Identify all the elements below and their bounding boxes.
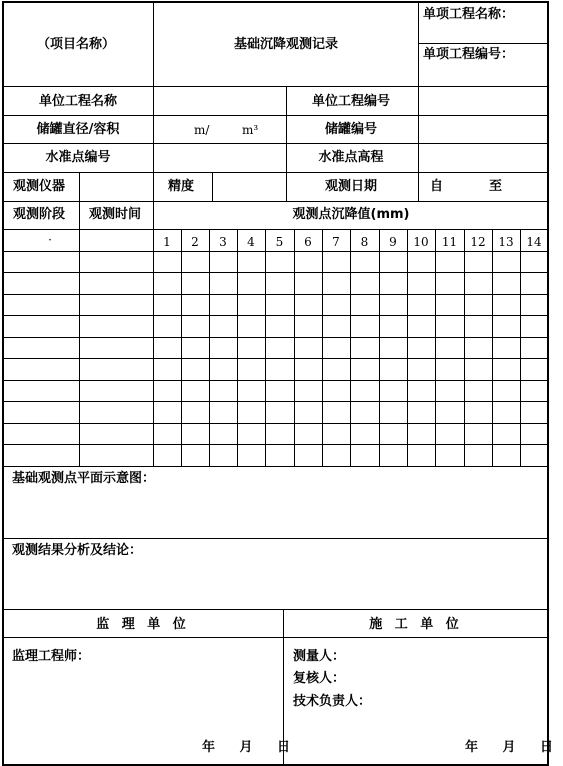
tank-diameter-volume-label: 储罐直径/容积	[36, 122, 120, 137]
rule-h	[2, 609, 548, 610]
rule-v	[79, 229, 80, 466]
observation-date-label: 观测日期	[324, 179, 378, 194]
rule-v	[418, 86, 419, 172]
point-number-11: 11	[441, 235, 458, 249]
point-number-5: 5	[275, 235, 284, 249]
supervision-engineer-label: 监理工程师：	[12, 649, 91, 664]
unit-project-name-label: 单位工程名称	[38, 94, 118, 109]
sub-project-name-label: 单项工程名称：	[423, 7, 515, 22]
tech-lead-label: 技术负责人：	[293, 694, 372, 709]
rule-h	[2, 251, 548, 252]
project-name: （项目名称）	[36, 37, 116, 52]
rule-h	[2, 115, 548, 116]
precision-label: 精度	[167, 179, 195, 194]
date-left: 年 月 日	[202, 740, 301, 755]
construction-unit-header: 施 工 单 位	[369, 617, 463, 632]
analysis-conclusion-label: 观测结果分析及结论：	[12, 543, 143, 558]
rule-v	[294, 229, 295, 466]
date-to-label: 至	[489, 179, 503, 194]
rule-v	[153, 1, 154, 86]
tank-no-label: 储罐编号	[324, 122, 378, 137]
rule-v	[79, 201, 80, 229]
point-number-1: 1	[163, 235, 171, 249]
rule-h	[2, 315, 548, 316]
first-row-mark: ·	[48, 233, 52, 247]
rule-v	[322, 229, 323, 466]
rule-h	[2, 86, 548, 87]
point-number-14: 14	[526, 235, 542, 249]
rule-v	[379, 229, 380, 466]
form-title: 基础沉降观测记录	[233, 37, 339, 52]
point-number-3: 3	[219, 235, 227, 249]
supervision-unit-header: 监 理 单 位	[96, 617, 190, 632]
observation-time-header: 观测时间	[88, 207, 142, 222]
rule-h	[2, 401, 548, 402]
point-number-2: 2	[191, 235, 199, 249]
rule-v	[209, 229, 210, 466]
rule-v	[265, 229, 266, 466]
point-number-12: 12	[470, 235, 486, 249]
rule-v	[350, 229, 351, 466]
rule-h	[2, 637, 548, 638]
rule-v	[237, 229, 238, 466]
rule-h	[2, 172, 548, 173]
sub-project-no-label: 单项工程编号：	[423, 47, 515, 62]
rule-h	[2, 444, 548, 445]
unit-project-no-label: 单位工程编号	[311, 94, 391, 109]
rule-h	[2, 538, 548, 539]
instrument-label: 观测仪器	[12, 179, 66, 194]
rule-v	[464, 229, 465, 466]
surveyor-label: 测量人：	[293, 649, 346, 664]
date-right: 年 月 日	[465, 740, 563, 755]
point-number-10: 10	[413, 235, 429, 249]
rule-h	[2, 358, 548, 359]
rule-h	[2, 337, 548, 338]
settlement-value-header: 观测点沉降值(mm)	[292, 207, 410, 222]
rule-h	[2, 294, 548, 295]
checker-label: 复核人：	[293, 671, 346, 686]
rule-v	[492, 229, 493, 466]
rule-v	[153, 229, 154, 466]
point-number-7: 7	[332, 235, 340, 249]
rule-v	[286, 172, 287, 201]
rule-v	[286, 86, 287, 172]
benchmark-elevation-label: 水准点高程	[318, 150, 384, 165]
rule-v	[407, 229, 408, 466]
rule-h	[2, 423, 548, 424]
benchmark-no-label: 水准点编号	[45, 150, 111, 165]
point-number-8: 8	[360, 235, 369, 249]
date-from-label: 自	[430, 179, 444, 194]
rule-h	[2, 143, 548, 144]
rule-v	[418, 172, 419, 201]
rule-h	[2, 201, 548, 202]
point-number-4: 4	[247, 235, 255, 249]
rule-h	[418, 43, 548, 44]
rule-h	[2, 229, 548, 230]
rule-v	[153, 201, 154, 229]
unit-m: m/	[194, 123, 210, 137]
point-number-9: 9	[389, 235, 397, 249]
unit-m3: m³	[242, 123, 259, 137]
point-number-13: 13	[498, 235, 514, 249]
rule-v	[435, 229, 436, 466]
rule-h	[2, 1, 548, 3]
rule-v	[153, 172, 154, 201]
rule-h	[2, 466, 548, 467]
rule-v	[520, 229, 521, 466]
point-number-6: 6	[304, 235, 312, 249]
rule-h	[2, 380, 548, 381]
rule-v	[181, 229, 182, 466]
plan-sketch-label: 基础观测点平面示意图：	[12, 471, 156, 486]
rule-v	[153, 86, 154, 172]
rule-h	[2, 272, 548, 273]
rule-v	[212, 172, 213, 201]
rule-v	[79, 172, 80, 201]
observation-stage-header: 观测阶段	[12, 207, 66, 222]
